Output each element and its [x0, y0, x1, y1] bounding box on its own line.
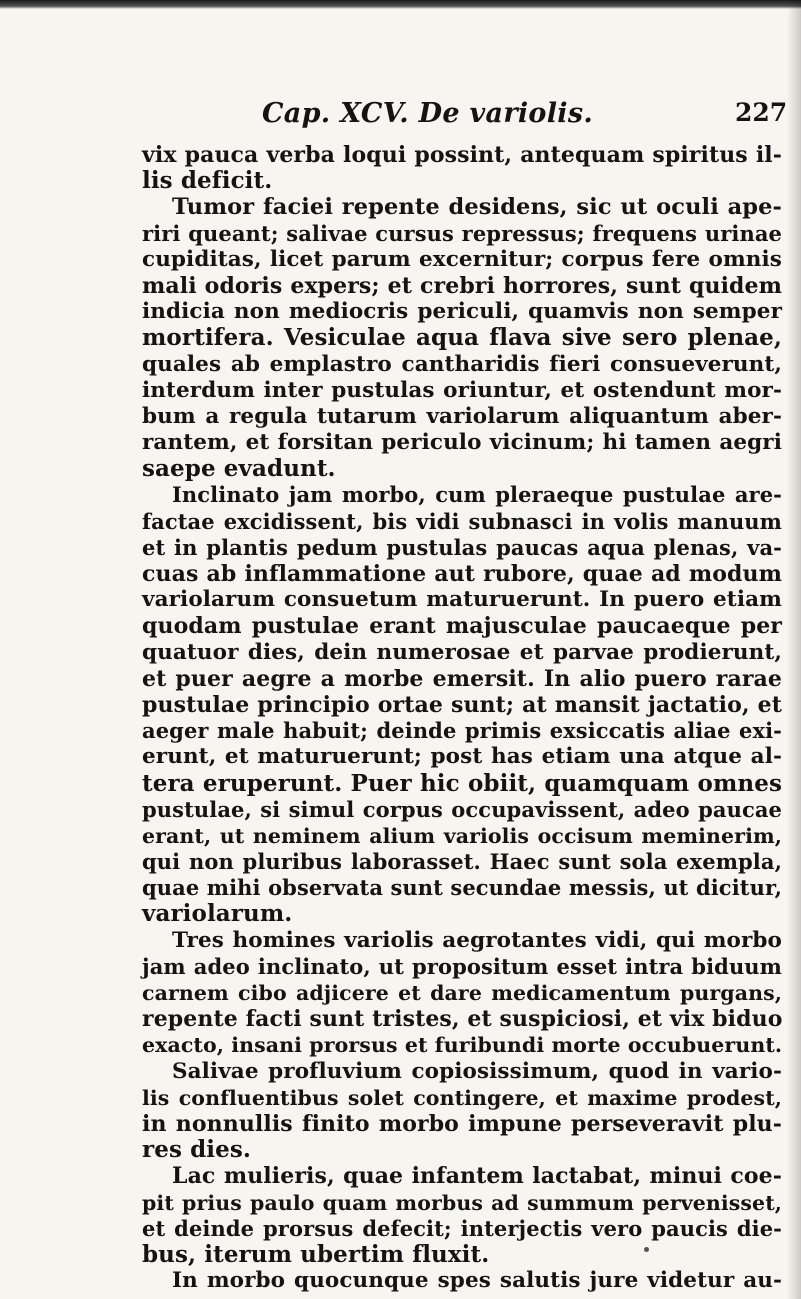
text-line: vix pauca verba loqui possint, antequam spiritus il-	[142, 142, 782, 168]
text-line: res dies.	[142, 1136, 252, 1164]
text-line: aeger male habuit; deinde primis exsiccatis aliae exi-	[142, 718, 782, 744]
paragraph-start-line: In morbo quocunque spes salutis jure videtur au-	[172, 1268, 782, 1294]
running-header	[0, 92, 801, 132]
text-line: riri queant; salivae cursus repressus; frequens urinae	[142, 220, 782, 246]
text-line: lis confluentibus solet contingere, et maxime prodest,	[142, 1085, 782, 1110]
text-line: qui non pluribus laborasset. Haec sunt sola exempla,	[142, 849, 782, 875]
paragraph-start-line: Salivae profluvium copiosissimum, quod in vario-	[172, 1058, 782, 1084]
text-line: cuas ab inflammatione aut rubore, quae ad modum	[142, 561, 782, 587]
text-line: repente facti sunt tristes, et suspiciosi, et vix biduo	[142, 1006, 783, 1033]
text-line: factae excidissent, bis vidi subnasci in volis manuum	[142, 508, 782, 534]
text-line: variolarum.	[142, 900, 293, 928]
page-gutter-shadow	[787, 0, 801, 1299]
paragraph-start-line: Tumor faciei repente desidens, sic ut oculi ape-	[172, 194, 782, 221]
running-title: Cap. XCV. De variolis.	[262, 98, 594, 129]
body-text	[142, 142, 782, 1294]
text-line: quales ab emplastro cantharidis fieri consueverunt,	[142, 351, 782, 377]
print-speck	[644, 1247, 649, 1252]
text-line: jam adeo inclinato, ut propositum esset intra biduum	[142, 953, 782, 979]
text-line: et puer aegre a morbe emersit. In alio puero rarae	[142, 665, 782, 692]
text-line: erant, ut neminem alium variolis occisum meminerim,	[142, 823, 782, 848]
text-line: indicia non mediocris periculi, quamvis non semper	[142, 299, 782, 325]
text-line: quatuor dies, dein numerosae et parvae prodierunt,	[142, 639, 782, 665]
text-line: in nonnullis finito morbo impune perseveravit plu-	[142, 1110, 782, 1137]
text-line: et in plantis pedum pustulas paucas aqua plenas, va-	[142, 534, 782, 560]
text-line: exacto, insani prorsus et furibundi morte occubuerunt.	[142, 1033, 783, 1058]
text-line: quae mihi observata sunt secundae messis, ut dicitur,	[142, 875, 782, 901]
text-line: carnem cibo adjicere et dare medicamentum purgans,	[142, 981, 782, 1005]
text-line: mali odoris expers; et crebri horrores, sunt quidem	[142, 272, 782, 299]
text-line: bum a regula tutarum variolarum aliquantum aber-	[142, 403, 782, 429]
text-line: saepe evadunt.	[142, 455, 336, 483]
text-line: pit prius paulo quam morbus ad summum pervenisset,	[142, 1190, 782, 1215]
paragraph-start-line: Lac mulieris, quae infantem lactabat, minui coe-	[172, 1163, 782, 1190]
text-line: pustulae principio ortae sunt; at mansit jactatio, et	[142, 691, 782, 718]
text-line: variolarum consuetum maturuerunt. In puero etiam	[142, 587, 782, 613]
page-number: 227	[735, 98, 788, 127]
text-line: pustulae, si simul corpus occupavissent, adeo paucae	[142, 796, 782, 822]
text-line: quodam pustulae erant majusculae paucaeque per	[142, 613, 782, 640]
paragraph-start-line: Inclinato jam morbo, cum pleraeque pustulae are-	[172, 482, 782, 508]
scan-top-edge	[0, 0, 801, 9]
text-line: lis deficit.	[142, 167, 273, 195]
text-line: mortifera. Vesiculae aqua flava sive sero plenae,	[142, 324, 782, 352]
text-line: bus, iterum ubertim fluxit.	[142, 1240, 490, 1268]
text-line: erunt, et maturuerunt; post has etiam una atque al-	[142, 744, 782, 770]
text-line: tera eruperunt. Puer hic obiit, quamquam omnes	[142, 769, 782, 797]
text-line: cupiditas, licet parum excernitur; corpus fere omnis	[142, 246, 782, 272]
paragraph-start-line: Tres homines variolis aegrotantes vidi, qui morbo	[172, 927, 782, 953]
text-line: et deinde prorsus defecit; interjectis vero paucis die-	[142, 1215, 782, 1241]
text-line: rantem, et forsitan periculo vicinum; hi tamen aegri	[142, 430, 782, 456]
text-line: interdum inter pustulas oriuntur, et ostendunt mor-	[142, 377, 782, 403]
